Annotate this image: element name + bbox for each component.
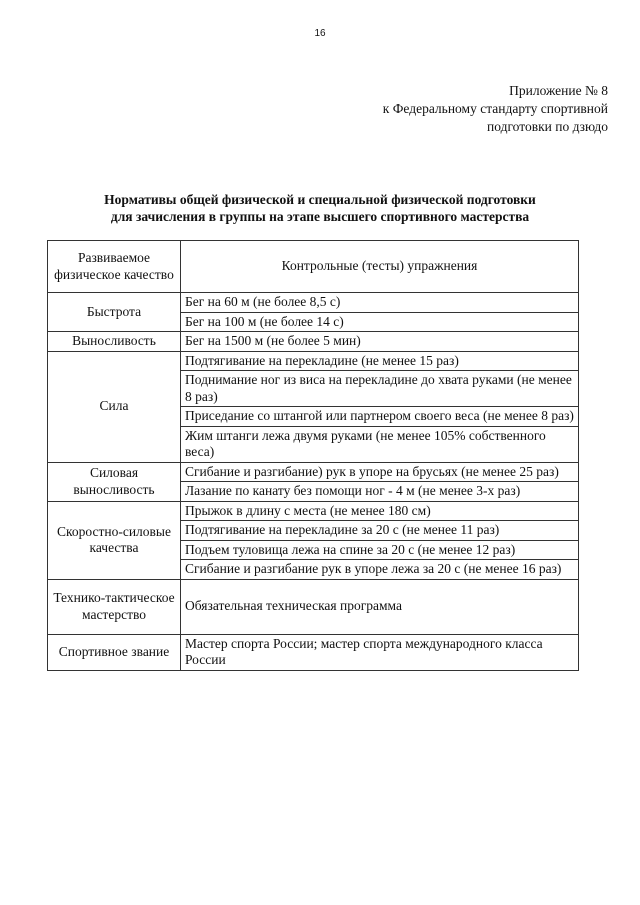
table-row — [48, 501, 579, 521]
test-cell: Мастер спорта России; мастер спорта международного класса России — [181, 634, 579, 670]
quality-cell: Спортивное звание — [48, 634, 181, 670]
table-row — [48, 634, 579, 670]
test-cell: Подтягивание на перекладине за 20 с (не менее 11 раз) — [181, 521, 579, 541]
test-cell: Сгибание и разгибание рук в упоре лежа за 20 с (не менее 16 раз) — [181, 560, 579, 580]
test-cell: Бег на 100 м (не более 14 с) — [181, 312, 579, 332]
test-cell: Обязательная техническая программа — [181, 579, 579, 634]
table-header-row — [48, 241, 579, 293]
appendix-line-2: к Федеральному стандарту спортивной — [382, 101, 608, 116]
header-tests: Контрольные (тесты) упражнения — [181, 241, 579, 293]
table-row — [48, 293, 579, 313]
test-cell: Подъем туловища лежа на спине за 20 с (не менее 12 раз) — [181, 540, 579, 560]
appendix-line-3: подготовки по дзюдо — [487, 119, 608, 134]
quality-cell: Сила — [48, 351, 181, 462]
table-row — [48, 332, 579, 352]
test-cell: Жим штанги лежа двумя руками (не менее 105% собственного веса) — [181, 426, 579, 462]
test-cell: Прыжок в длину с места (не менее 180 см) — [181, 501, 579, 521]
document-title — [0, 191, 640, 225]
appendix-line-1: Приложение № 8 — [509, 83, 608, 98]
test-cell: Приседание со штангой или партнером своего веса (не менее 8 раз) — [181, 407, 579, 427]
standards-table — [47, 240, 579, 671]
page-number: 16 — [314, 28, 326, 39]
title-line-2: для зачисления в группы на этапе высшего спортивного мастерства — [110, 209, 530, 224]
title-line-1: Нормативы общей физической и специальной физической подготовки — [104, 192, 536, 207]
table-row — [48, 462, 579, 482]
header-quality: Развиваемое физическое качество — [48, 241, 181, 293]
test-cell: Поднимание ног из виса на перекладине до хвата руками (не менее 8 раз) — [181, 371, 579, 407]
quality-cell: Выносливость — [48, 332, 181, 352]
quality-cell: Быстрота — [48, 293, 181, 332]
test-cell: Подтягивание на перекладине (не менее 15 раз) — [181, 351, 579, 371]
test-cell: Сгибание и разгибание) рук в упоре на брусьях (не менее 25 раз) — [181, 462, 579, 482]
test-cell: Лазание по канату без помощи ног - 4 м (не менее 3-х раз) — [181, 482, 579, 502]
test-cell: Бег на 60 м (не более 8,5 с) — [181, 293, 579, 313]
appendix-reference — [383, 82, 608, 136]
table-row — [48, 351, 579, 371]
quality-cell: Силовая выносливость — [48, 462, 181, 501]
table-row — [48, 579, 579, 634]
test-cell: Бег на 1500 м (не более 5 мин) — [181, 332, 579, 352]
quality-cell: Скоростно-силовые качества — [48, 501, 181, 579]
quality-cell: Технико-тактическое мастерство — [48, 579, 181, 634]
